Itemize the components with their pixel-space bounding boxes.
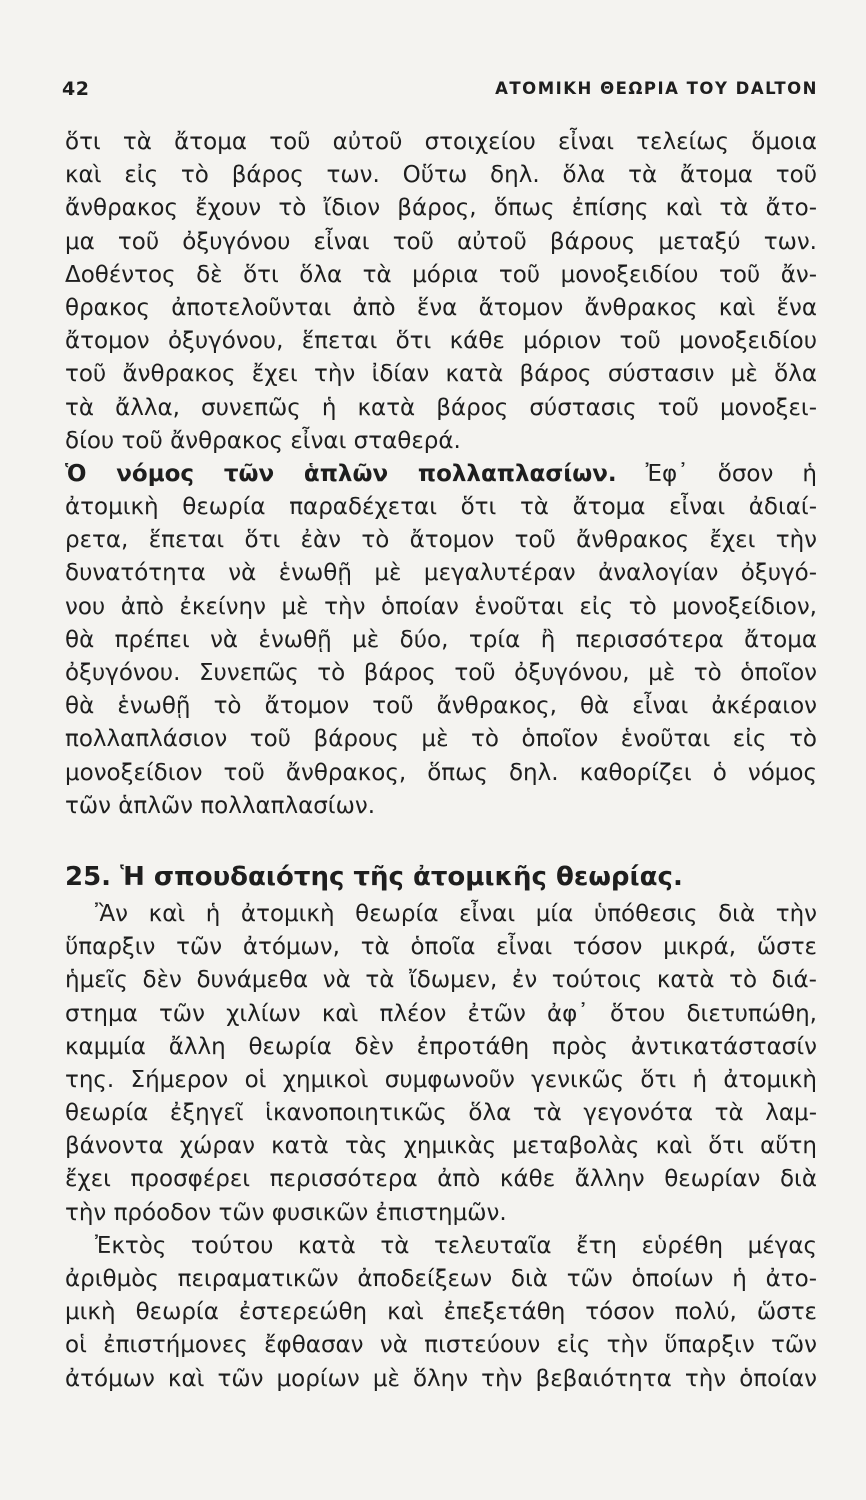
- page-body: [65, 126, 817, 1396]
- text-line: τὰ ἄλλα, συνεπῶς ἡ κατὰ βάρος σύστασις τοῦ μονοξει-: [65, 394, 817, 421]
- text-line: καμμία ἄλλη θεωρία δὲν ἐπροτάθη πρὸς ἀντικατάστασίν: [65, 1033, 817, 1060]
- text-run: Ἐφ᾽ ὅσον ἡ: [616, 460, 817, 487]
- paragraph-atomic-weight: [65, 126, 817, 458]
- text-line: τὴν πρόοδον τῶν φυσικῶν ἐπιστημῶν.: [65, 1199, 507, 1226]
- text-line: θρακος ἀποτελοῦνται ἀπὸ ἕνα ἄτομον ἄνθρακος καὶ ἕνα: [65, 294, 817, 321]
- text-line: ὅτι τὰ ἄτομα τοῦ αὐτοῦ στοιχείου εἶναι τελείως ὅμοια: [65, 129, 817, 155]
- text-line: ἔχει προσφέρει περισσότερα ἀπὸ κάθε ἄλλην θεωρίαν διὰ: [65, 1166, 817, 1193]
- text-line: Δοθέντος δὲ ὅτι ὅλα τὰ μόρια τοῦ μονοξειδίου τοῦ ἄν-: [65, 261, 817, 288]
- text-line: οἱ ἐπιστήμονες ἔφθασαν νὰ πιστεύουν εἰς τὴν ὕπαρξιν τῶν: [65, 1332, 817, 1359]
- text-line: ἀτομικὴ θεωρία παραδέχεται ὅτι τὰ ἄτομα εἶναι ἀδιαί-: [65, 494, 817, 521]
- text-line: τοῦ ἄνθρακος ἔχει τὴν ἰδίαν κατὰ βάρος σύστασιν μὲ ὅλα: [65, 361, 817, 388]
- text-line: της. Σήμερον οἱ χημικοὶ συμφωνοῦν γενικῶς ὅτι ἡ ἀτομικὴ: [65, 1066, 817, 1093]
- text-line: Ἐκτὸς τούτου κατὰ τὰ τελευταῖα ἔτη εὑρέθη μέγας: [95, 1232, 817, 1259]
- section-spacer: [65, 823, 817, 856]
- text-line: στημα τῶν χιλίων καὶ πλέον ἐτῶν ἀφ᾽ ὅτου διετυπώθη,: [65, 1000, 817, 1027]
- text-line: ἀριθμὸς πειραματικῶν ἀποδείξεων διὰ τῶν ὁποίων ἡ ἀτο-: [65, 1266, 817, 1292]
- text-line: ἄτομον ὀξυγόνου, ἕπεται ὅτι κάθε μόριον τοῦ μονοξειδίου: [65, 328, 817, 355]
- text-line: δίου τοῦ ἄνθρακος εἶναι σταθερά.: [65, 427, 461, 454]
- run-in-heading: Ὁ νόμος τῶν ἁπλῶν πολλαπλασίων.: [65, 460, 617, 487]
- text-line: καὶ εἰς τὸ βάρος των. Οὕτω δηλ. ὅλα τὰ ἄτομα τοῦ: [65, 162, 817, 189]
- page-number: 42: [62, 78, 90, 100]
- text-line: [65, 458, 817, 491]
- text-line: ὕπαρξιν τῶν ἀτόμων, τὰ ὁποῖα εἶναι τόσον μικρά, ὥστε: [65, 934, 817, 961]
- text-line: θὰ ἑνωθῇ τὸ ἄτομον τοῦ ἄνθρακος, θὰ εἶναι ἀκέραιον: [65, 693, 817, 720]
- text-line: ρετα, ἕπεται ὅτι ἐὰν τὸ ἄτομον τοῦ ἄνθρακος ἔχει τὴν: [65, 527, 817, 554]
- text-line: ἄνθρακος ἔχουν τὸ ἴδιον βάρος, ὅπως ἐπίσης καὶ τὰ ἄτο-: [65, 195, 817, 222]
- paragraph-importance: [65, 898, 817, 1230]
- text-line: βάνοντα χώραν κατὰ τὰς χημικὰς μεταβολὰς καὶ ὅτι αὕτη: [65, 1133, 817, 1160]
- text-line: δυνατότητα νὰ ἑνωθῇ μὲ μεγαλυτέραν ἀναλογίαν ὀξυγό-: [65, 560, 817, 587]
- section-heading: 25. Ἡ σπουδαιότης τῆς ἀτομικῆς θεωρίας.: [65, 861, 683, 892]
- text-line: Ἂν καὶ ἡ ἀτομικὴ θεωρία εἶναι μία ὑπόθεσις διὰ τὴν: [95, 900, 817, 927]
- text-line: θεωρία ἐξηγεῖ ἱκανοποιητικῶς ὅλα τὰ γεγονότα τὰ λαμ-: [65, 1100, 817, 1127]
- text-line: νου ἀπὸ ἐκείνην μὲ τὴν ὁποίαν ἑνοῦται εἰς τὸ μονοξείδιον,: [65, 593, 817, 620]
- text-line: μονοξείδιον τοῦ ἄνθρακος, ὅπως δηλ. καθορίζει ὁ νόμος: [65, 759, 817, 786]
- text-line: πολλαπλάσιον τοῦ βάρους μὲ τὸ ὁποῖον ἑνοῦται εἰς τὸ: [65, 726, 817, 753]
- text-line: θὰ πρέπει νὰ ἑνωθῇ μὲ δύο, τρία ἢ περισσότερα ἄτομα: [65, 626, 817, 653]
- paragraph-multiple-proportions: [65, 458, 817, 823]
- text-line: ἡμεῖς δὲν δυνάμεθα νὰ τὰ ἴδωμεν, ἐν τούτοις κατὰ τὸ διά-: [65, 967, 817, 994]
- paragraph-evidence: [65, 1230, 817, 1396]
- text-line: μα τοῦ ὀξυγόνου εἶναι τοῦ αὐτοῦ βάρους μεταξύ των.: [65, 228, 817, 255]
- text-line: μικὴ θεωρία ἐστερεώθη καὶ ἐπεξετάθη τόσον πολύ, ὥστε: [65, 1299, 817, 1326]
- text-line: ὀξυγόνου. Συνεπῶς τὸ βάρος τοῦ ὀξυγόνου, μὲ τὸ ὁποῖον: [65, 660, 817, 686]
- text-line: τῶν ἁπλῶν πολλαπλασίων.: [65, 792, 376, 819]
- running-head: ΑΤΟΜΙΚΗ ΘΕΩΡΙΑ ΤΟΥ DALTON: [495, 79, 818, 98]
- text-line: ἀτόμων καὶ τῶν μορίων μὲ ὅλην τὴν βεβαιότητα τὴν ὁποίαν: [65, 1365, 817, 1392]
